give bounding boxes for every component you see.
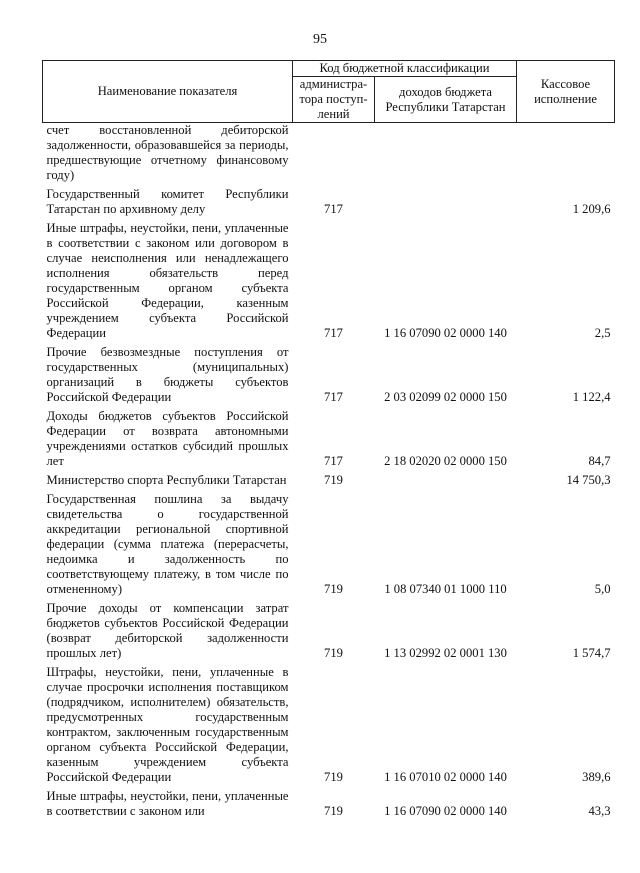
row-code: 1 16 07090 02 0000 140 [384, 326, 507, 340]
row-admin: 717 [324, 326, 343, 340]
row-code [375, 123, 517, 185]
row-name: Прочие доходы от компенсации затрат бюджетов субъектов Российской Федерации (возврат дебиторской задолженности прошлых лет) [46, 601, 289, 660]
table-row [43, 598, 615, 662]
table-row [43, 489, 615, 598]
row-amount: 14 750,3 [566, 473, 611, 487]
row-code [375, 470, 517, 489]
page-number: 95 [313, 32, 327, 47]
table-row [43, 786, 615, 820]
row-amount: 1 574,7 [572, 646, 611, 660]
row-name: Прочие безвозмездные поступления от государственных (муниципальных) организаций в бюджеты субъектов Российской Федерации [46, 345, 289, 404]
row-amount: 1 209,6 [572, 202, 611, 216]
table-row [43, 123, 615, 185]
row-admin: 719 [324, 646, 343, 660]
table-row [43, 218, 615, 342]
table-body [43, 123, 615, 821]
row-code: 2 03 02099 02 0000 150 [384, 390, 507, 404]
row-amount: 5,0 [594, 582, 611, 596]
table-row [43, 342, 615, 406]
row-admin: 719 [324, 770, 343, 784]
row-code: 1 13 02992 02 0001 130 [384, 646, 507, 660]
table-row [43, 406, 615, 470]
table-row [43, 662, 615, 786]
row-name: Государственная пошлина за выдачу свидетельства о государственной аккредитации региональной спортивной федерации (сумма платежа (перерасчеты, недоимка и задолженность по соответствующему платежу, в том числе по отмененному) [46, 492, 289, 596]
header-revenue: доходов бюджета Республики Татарстан [375, 77, 517, 123]
header-admin: администра-тора поступ-лений [293, 77, 375, 123]
row-admin: 717 [324, 454, 343, 468]
row-name: Доходы бюджетов субъектов Российской Федерации от возврата автономными учреждениями остатков субсидий прошлых лет [46, 409, 289, 468]
row-code: 1 16 07090 02 0000 140 [384, 804, 507, 818]
row-name: Иные штрафы, неустойки, пени, уплаченные в соответствии с законом или [46, 789, 289, 818]
row-code [375, 184, 517, 218]
row-admin: 719 [324, 582, 343, 596]
row-name: Штрафы, неустойки, пени, уплаченные в случае просрочки исполнения поставщиком (подрядчиком, исполнителем) обязательств, предусмотренных государственным контрактом, заключенным государственным органом субъекта Российской Федерации, казенным учреждением субъекта Российской Федерации [46, 665, 289, 784]
row-amount: 2,5 [594, 326, 611, 340]
table-header [43, 61, 615, 123]
row-code: 1 16 07010 02 0000 140 [384, 770, 507, 784]
row-name: счет восстановленной дебиторской задолженности, образовавшейся за периоды, предшествующие отчетному финансовому году) [46, 123, 289, 182]
row-amount: 43,3 [588, 804, 611, 818]
header-name: Наименование показателя [43, 61, 293, 123]
row-amount: 84,7 [588, 454, 611, 468]
row-admin: 719 [324, 473, 343, 487]
row-admin: 719 [324, 804, 343, 818]
row-name: Министерство спорта Республики Татарстан [46, 473, 287, 487]
row-code: 2 18 02020 02 0000 150 [384, 454, 507, 468]
table-row [43, 470, 615, 489]
table-row [43, 184, 615, 218]
row-admin: 717 [324, 202, 343, 216]
row-amount: 1 122,4 [572, 390, 611, 404]
row-admin [293, 123, 375, 185]
row-name: Государственный комитет Республики Татарстан по архивному делу [46, 187, 289, 216]
row-code: 1 08 07340 01 1000 110 [384, 582, 507, 596]
row-amount [517, 123, 615, 185]
header-code-group: Код бюджетной классификации [293, 61, 517, 77]
row-admin: 717 [324, 390, 343, 404]
header-amount: Кассовое исполнение [517, 61, 615, 123]
row-name: Иные штрафы, неустойки, пени, уплаченные в соответствии с законом или договором в случае неисполнения или ненадлежащего исполнения обязательств перед государственным органом субъекта Российской Федерации, казенным учреждением субъекта Российской Федерации [46, 221, 289, 340]
budget-table [42, 60, 615, 820]
row-amount: 389,6 [582, 770, 611, 784]
